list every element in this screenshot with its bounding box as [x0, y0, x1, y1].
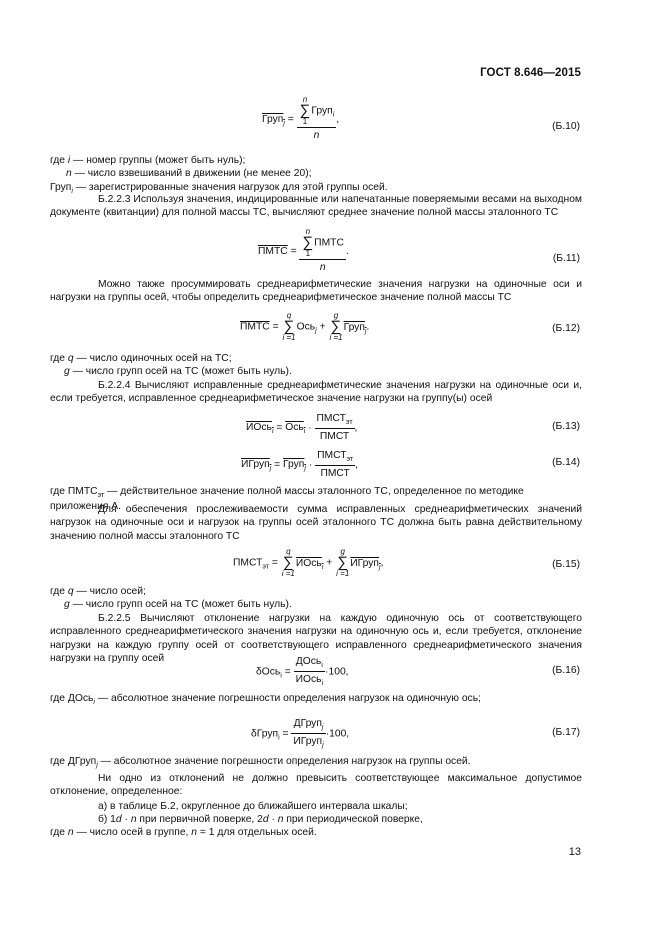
equation-number: (Б.11)	[552, 253, 580, 264]
sum-symbol: g ∑ i =1	[329, 311, 343, 342]
equation-b17: δГруп$_i$ = $\frac{ДГруп_j}{ИГруп_j}$ ·100,	[251, 718, 350, 750]
equation-number: (Б.17)	[552, 727, 580, 738]
equation-b12: ПМТС = q ∑ i =1Ось$_j$ + g ∑ i =1Груп$_j$.	[240, 311, 370, 342]
definition-line: g — число групп осей на ТС (может быть нуль).	[64, 599, 292, 611]
equation-number: (Б.15)	[552, 559, 580, 570]
paragraph-b223: Б.2.2.3 Используя значения, индицированные или напечатанные поверяемыми весами на выходном документе (квитанции) для полной массы ТС, вычисляют среднее значение полной массы эталонного ТС	[50, 194, 582, 219]
equation-b14: ИГруп$_j$ = Груп$_j$ · $\frac{ПМСТ_{эт}}{\text{ПМСТ}}$ ,	[241, 450, 359, 480]
equation-number: (Б.10)	[552, 121, 580, 132]
definition-dgr: где ДГруп$_j$ — абсолютное значение погрешности определения нагрузок на группы осей.	[50, 756, 471, 769]
equation-b10: Груп$_j$ = n ∑ 1Груп$_i$ n ,	[262, 95, 340, 141]
definition-line: g — число групп осей на ТС (может быть нуль).	[64, 366, 292, 378]
equation-number: (Б.16)	[552, 665, 580, 676]
paragraph-b224: Б.2.2.4 Вычисляют исправленные среднеарифметические значения нагрузки на одиночные оси и, если требуется, исправленное среднеарифметическое значение нагрузки на группу(ы) осей	[50, 380, 582, 405]
definitions-b10	[50, 154, 582, 196]
standard-header: ГОСТ 8.646—2015	[480, 67, 581, 79]
equation-b13: ИОсь$_i$ = Ось$_i$ · $\frac{ПМСТ_{эт}}{\text{ПМСТ}}$ ,	[246, 413, 358, 443]
sum-symbol: q ∑ i =1	[282, 311, 296, 342]
definition-line: где q — число одиночных осей на ТС;	[50, 353, 232, 364]
paragraph-none-exceed: Ни одно из отклонений не должно превысить соответствующее максимальное допустимое отклонение, определенное:	[50, 773, 582, 798]
sum-symbol: g ∑ i =1	[336, 547, 350, 578]
definition-line: n — число взвешиваний в движении (не менее 20);	[66, 168, 312, 180]
paragraph-sum: Можно также просуммировать среднеарифметические значения нагрузки на одиночные оси и нагрузки на группы осей, чтобы определить среднеарифметическое значение полной массы ТС	[50, 279, 582, 304]
list-item-a: а) в таблице Б.2, округленное до ближайшего интервала шкалы;	[98, 801, 408, 812]
equation-b15: $ПМСТ_{эт} = q$ ∑ i =1ИОсь$_i$ + g ∑ i =1ИГруп$_j$,	[233, 547, 384, 578]
definitions-b15	[50, 585, 582, 612]
paragraph-traceability: Для обеспечения прослеживаемости сумма исправленных среднеарифметических значений нагрузок на одиночные оси и нагрузок на группы осей эталонного ТС должна быть равна действительному значению полной массы эталонного ТС	[50, 504, 582, 542]
definition-pmts: где $ПМТС_{эт}$ — действительное значение полной массы эталонного ТС, определенное по методике приложения А.	[50, 486, 524, 513]
equation-number: (Б.13)	[552, 421, 580, 432]
equation-number: (Б.14)	[552, 457, 580, 468]
equation-number: (Б.12)	[552, 323, 580, 334]
equation-b16: δОсь$_i$ = $\frac{ДОсь_i}{ИОсь_i}$ ·100,	[256, 656, 349, 688]
definitions-b12	[50, 352, 582, 379]
page-number: 13	[568, 846, 581, 858]
definition-line: где q — число осей;	[50, 586, 146, 597]
final-definition: где n — число осей в группе, n = 1 для отдельных осей.	[50, 827, 317, 838]
sum-symbol: n ∑ 1	[299, 95, 311, 126]
definition-line: Груп$_i$ — зарегистрированные значения нагрузок для этой группы осей.	[50, 181, 388, 195]
sum-symbol: n ∑ 1	[302, 227, 314, 258]
paragraph-b225: Б.2.2.5 Вычисляют отклонение нагрузки на каждую одиночную ось от соответствующего исправленного среднеарифметического значения нагрузки на одиночную ось и, если требуется, отклонение нагрузки на каждую группу осей от соответствующего исправленного среднеарифметического значения нагрузки на группу осей	[50, 613, 582, 665]
sum-symbol: q ∑ i =1	[281, 547, 295, 578]
definition-line: где i — номер группы (может быть нуль);	[50, 155, 246, 166]
definition-dos: где ДОсь$_i$ — абсолютное значение погрешности определения нагрузок на одиночную ось;	[50, 693, 481, 706]
equation-b11: ПМТС = n ∑ 1ПМТС n .	[258, 227, 349, 273]
list-item-b: б) 1d · n при первичной поверке, 2d · n при периодической поверке,	[98, 814, 423, 825]
